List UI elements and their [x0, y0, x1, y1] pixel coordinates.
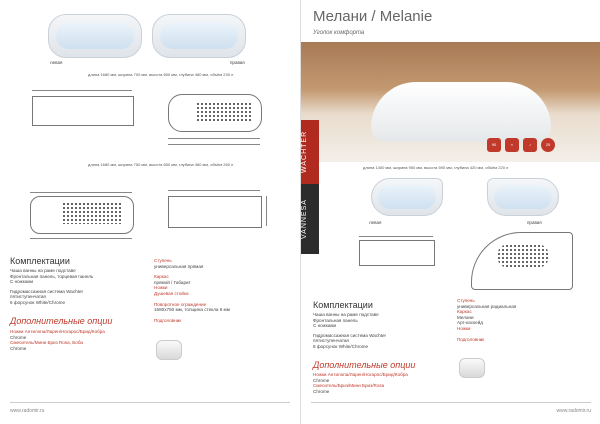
- spec: длина 1400 мм, ширина 950 мм, высота 590 мм, глубина 420 мм, объём 220 л: [363, 165, 509, 170]
- extra-title: Дополнительные опции: [10, 316, 113, 326]
- komplekt-list: Чаша ванны на раме подставе Фронтальная панель С ножками Гидромассажная система Wachter пятиступенчатая 8 форсунок White/Chrome: [313, 312, 387, 349]
- badge-warranty: 25: [541, 138, 555, 152]
- drawing-side-2: [168, 196, 262, 228]
- footer-url[interactable]: www.radomir.ru: [556, 408, 591, 414]
- corner-tub-right: [487, 178, 559, 216]
- options-column: Ступень универсальная радиальная Каркас Мелани Арт-каскейд Ножки Подголовник: [457, 298, 517, 342]
- spec-1: длина 1680 мм, ширина 700 мм, высота 650 мм, глубина 480 мм, объём 230 л: [88, 72, 234, 77]
- tub-photo-left: [48, 14, 142, 58]
- spec-2: длина 1680 мм, ширина 750 мм, высота 650 мм, глубина 480 мм, объём 260 л: [88, 162, 234, 167]
- label-left: левая: [369, 220, 382, 225]
- badge-depth: 90: [487, 138, 501, 152]
- brand-vannesa: VANNESA: [301, 184, 319, 254]
- page-title: Мелани / Melanie: [313, 8, 433, 25]
- headrest-image: [156, 340, 182, 360]
- extra-title: Дополнительные опции: [313, 360, 416, 370]
- right-page: [300, 0, 600, 424]
- bathroom-photo: [301, 42, 600, 162]
- komplekt-title: Комплектации: [10, 256, 70, 266]
- label-right: правая: [527, 220, 542, 225]
- footer-url[interactable]: www.radomir.ru: [10, 408, 45, 414]
- jets-pattern-1: [196, 102, 252, 122]
- options-column: Ступень универсальная прямая Каркас прямой / Габарит Ножки Душевая стойка Поворотное ограждение 1680x750 мм, толщина стекла 6 мм Подголовник: [154, 258, 230, 323]
- extra-list: Ножки Антилопа/Ларен/Ногарос/Брид/Кобра Chrome Смеситель/Бриз/Мини Бриз/Rosa Chrome: [313, 372, 408, 394]
- corner-tub-left: [371, 178, 443, 216]
- komplekt-list: Чаша ванны на раме подставе Фронтальная панель, торцевая панель С ножками Гидромассажная система Wachter пятиступенчатая 6 форсунок White/Chrome: [10, 268, 94, 305]
- label-right: правая: [230, 60, 245, 65]
- extra-list: Ножки Антилопа/Ларен/Ногарос/Брид/Кобра Chrome Смеситель/Мини Бриз Rosa, Боба Chrome: [10, 329, 105, 351]
- brand-wachter: WACHTER: [301, 120, 319, 184]
- label-left: левая: [50, 60, 63, 65]
- komplekt-title: Комплектации: [313, 300, 373, 310]
- headrest-image: [459, 358, 485, 378]
- drawing-side-1: [32, 96, 134, 126]
- drawing-side: [359, 240, 435, 266]
- jets-pattern-corner: [497, 244, 549, 268]
- badge-sound-icon: ♪: [523, 138, 537, 152]
- jets-pattern-2: [62, 202, 122, 224]
- tub-photo-right: [152, 14, 246, 58]
- badge-wave-icon: ≈: [505, 138, 519, 152]
- page-subtitle: Уголок комфорта: [313, 30, 365, 36]
